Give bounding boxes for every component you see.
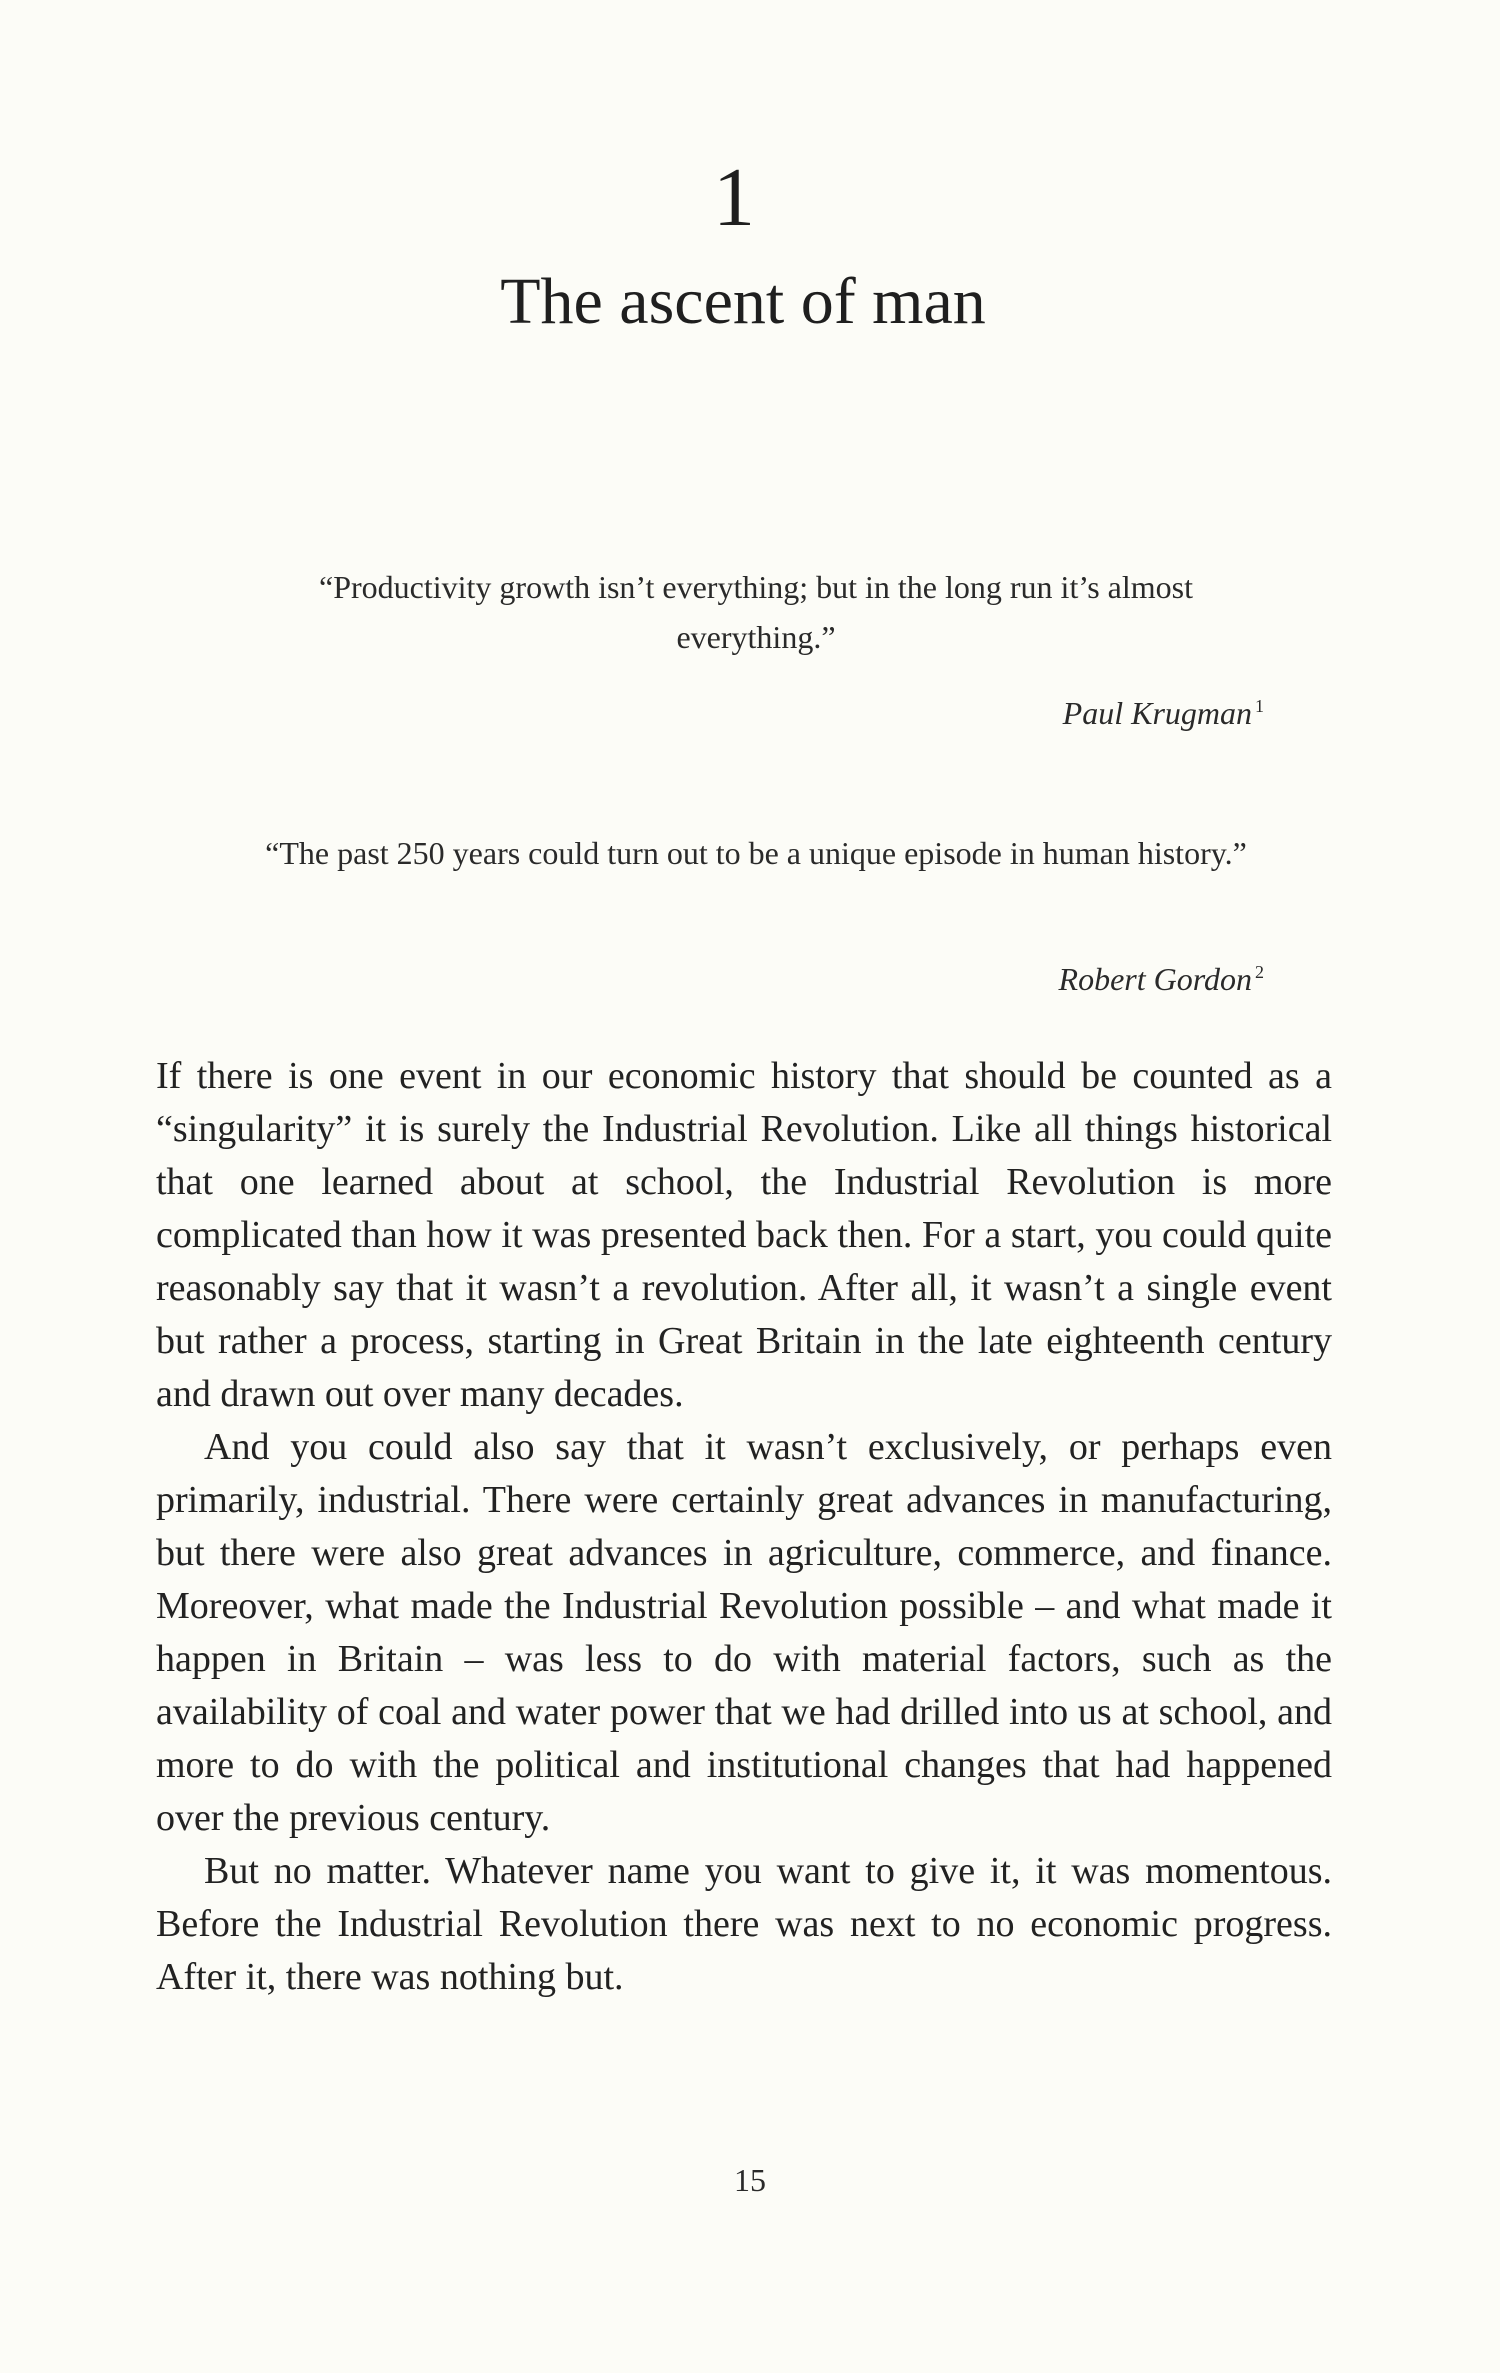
body-text [156,1050,1332,2004]
body-paragraph: And you could also say that it wasn’t exclusively, or perhaps even primarily, industrial. There were certainly great advances in manufacturing, but there were also great advances in agriculture, commerce, and finance. Moreover, what made the Industrial Revolution possible – and what made it happen in Britain – was less to do with material factors, such as the availability of coal and water power that we had drilled into us at school, and more to do with the political and institutional changes that had happened over the previous century. [156,1426,1332,1839]
body-paragraph: If there is one event in our economic history that should be counted as a “singularity” it is surely the Industrial Revolution. Like all things historical that one learned about at school, the Industrial Revolution is more complicated than how it was presented back then. For a start, you could quite reasonably say that it wasn’t a revolution. After all, it wasn’t a single event but rather a process, starting in Great Britain in the late eighteenth century and drawn out over many decades. [156,1055,1332,1415]
footnote-marker: 1 [1255,696,1264,716]
body-paragraph: But no matter. Whatever name you want to give it, it was momentous. Before the Industrial Revolution there was next to no economic progress. After it, there was nothing but. [156,1850,1332,1998]
chapter-number: 1 [713,151,755,244]
epigraph-attribution [1063,686,1264,733]
epigraph-author: Robert Gordon [1058,961,1252,997]
epigraph-author: Paul Krugman [1062,695,1252,731]
epigraph-quote: “The past 250 years could turn out to be a unique episode in human history.” [265,835,1247,871]
epigraph-attribution [1059,952,1264,999]
chapter-title: The ascent of man [500,265,986,338]
page-number: 15 [734,2162,766,2198]
footnote-marker: 2 [1255,962,1264,982]
epigraph-quote: “Productivity growth isn’t everything; but in the long run it’s almost everything.” [319,569,1193,655]
